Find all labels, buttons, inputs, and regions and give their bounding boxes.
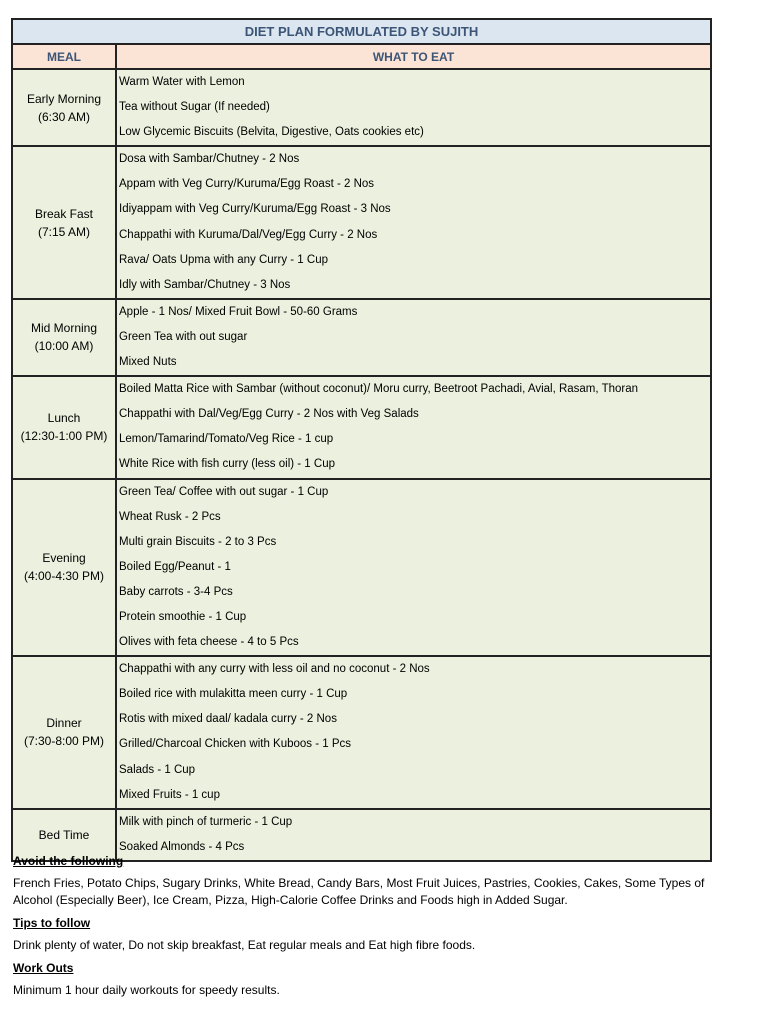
food-item: Chappathi with any curry with less oil and no coconut - 2 Nos xyxy=(119,663,430,676)
food-item: Lemon/Tamarind/Tomato/Veg Rice - 1 cup xyxy=(119,433,334,446)
meal-time: (10:00 AM) xyxy=(34,339,94,354)
food-item: Wheat Rusk - 2 Pcs xyxy=(119,510,221,523)
page-title: DIET PLAN FORMULATED BY SUJITH xyxy=(12,19,711,44)
meal-cell xyxy=(12,479,116,657)
food-items-cell xyxy=(116,656,711,809)
meal-column-header: MEAL xyxy=(12,44,116,69)
food-item: Idiyappam with Veg Curry/Kuruma/Egg Roast - 3 Nos xyxy=(119,203,391,216)
food-item: Milk with pinch of turmeric - 1 Cup xyxy=(119,815,293,828)
tips-text: Drink plenty of water, Do not skip breakfast, Eat regular meals and Eat high fibre foods. xyxy=(13,938,476,952)
what-to-eat-column-header: WHAT TO EAT xyxy=(116,44,711,69)
food-item: White Rice with fish curry (less oil) - 1 Cup xyxy=(119,458,335,471)
food-item: Warm Water with Lemon xyxy=(119,76,245,88)
title-row xyxy=(12,19,711,44)
meal-name: Lunch xyxy=(47,411,81,426)
meal-time: (4:00-4:30 PM) xyxy=(23,569,105,584)
food-item: Rotis with mixed daal/ kadala curry - 2 Nos xyxy=(119,713,337,726)
food-item: Multi grain Biscuits - 2 to 3 Pcs xyxy=(119,535,277,548)
meal-time: (7:30-8:00 PM) xyxy=(23,734,105,749)
food-item: Mixed Nuts xyxy=(119,356,177,369)
diet-plan-table xyxy=(11,18,712,862)
meal-name: Early Morning xyxy=(26,91,102,106)
food-items-cell xyxy=(116,479,711,657)
food-item: Boiled Egg/Peanut - 1 xyxy=(119,560,231,573)
food-item: Green Tea with out sugar xyxy=(119,330,248,343)
food-item: Dosa with Sambar/Chutney - 2 Nos xyxy=(119,153,300,166)
meal-row xyxy=(12,376,711,478)
food-item: Low Glycemic Biscuits (Belvita, Digestive, Oats cookies etc) xyxy=(119,126,424,139)
meal-row xyxy=(12,69,711,146)
food-item: Apple - 1 Nos/ Mixed Fruit Bowl - 50-60 Grams xyxy=(119,305,358,318)
avoid-text: French Fries, Potato Chips, Sugary Drinks, White Bread, Candy Bars, Most Fruit Juices, Pastries, Cookies, Cakes, Some Types of Alcohol (Especially Beer), Ice Cream, Pizza, High-Calorie Coffee Drinks and Foods high in Added Sugar. xyxy=(13,876,705,907)
food-item: Appam with Veg Curry/Kuruma/Egg Roast - 2 Nos xyxy=(119,178,375,191)
food-item: Chappathi with Dal/Veg/Egg Curry - 2 Nos with Veg Salads xyxy=(119,408,419,421)
diet-plan-sheet xyxy=(11,18,710,862)
header-row xyxy=(12,44,711,69)
meal-row xyxy=(12,479,711,657)
meal-row xyxy=(12,146,711,299)
meal-cell xyxy=(12,656,116,809)
food-item: Boiled Matta Rice with Sambar (without coconut)/ Moru curry, Beetroot Pachadi, Avial, Rasam, Thoran xyxy=(119,383,639,396)
food-item: Baby carrots - 3-4 Pcs xyxy=(119,585,233,598)
food-item: Olives with feta cheese - 4 to 5 Pcs xyxy=(119,636,299,649)
food-item: Rava/ Oats Upma with any Curry - 1 Cup xyxy=(119,253,328,266)
workouts-heading: Work Outs xyxy=(13,961,74,975)
meal-name: Dinner xyxy=(46,716,82,731)
food-items-cell xyxy=(116,376,711,478)
food-items-cell xyxy=(116,146,711,299)
food-items-cell xyxy=(116,299,711,376)
food-item: Soaked Almonds - 4 Pcs xyxy=(119,840,245,853)
food-item: Grilled/Charcoal Chicken with Kuboos - 1 Pcs xyxy=(119,738,352,751)
food-item: Salads - 1 Cup xyxy=(119,763,196,776)
meal-time: (6:30 AM) xyxy=(37,109,91,124)
food-item: Chappathi with Kuruma/Dal/Veg/Egg Curry - 2 Nos xyxy=(119,228,378,241)
notes-section xyxy=(13,849,713,1004)
meal-cell xyxy=(12,376,116,478)
meal-name: Mid Morning xyxy=(30,321,98,336)
food-item: Protein smoothie - 1 Cup xyxy=(119,610,247,623)
workouts-text: Minimum 1 hour daily workouts for speedy results. xyxy=(13,983,280,997)
meal-cell xyxy=(12,146,116,299)
meal-cell xyxy=(12,299,116,376)
meal-name: Evening xyxy=(42,551,86,566)
food-item: Boiled rice with mulakitta meen curry - 1 Cup xyxy=(119,688,348,701)
food-item: Green Tea/ Coffee with out sugar - 1 Cup xyxy=(119,485,329,498)
meal-row xyxy=(12,299,711,376)
meal-time: (12:30-1:00 PM) xyxy=(20,429,108,444)
food-item: Mixed Fruits - 1 cup xyxy=(119,788,220,801)
food-items-cell xyxy=(116,69,711,146)
meal-name: Bed Time xyxy=(38,827,90,842)
tips-heading: Tips to follow xyxy=(13,916,91,930)
meal-row xyxy=(12,656,711,809)
meal-time: (7:15 AM) xyxy=(37,224,91,239)
avoid-heading: Avoid the following xyxy=(13,854,124,868)
food-item: Tea without Sugar (If needed) xyxy=(119,101,270,114)
meal-cell xyxy=(12,69,116,146)
food-item: Idly with Sambar/Chutney - 3 Nos xyxy=(119,278,291,291)
meal-name: Break Fast xyxy=(34,206,94,221)
